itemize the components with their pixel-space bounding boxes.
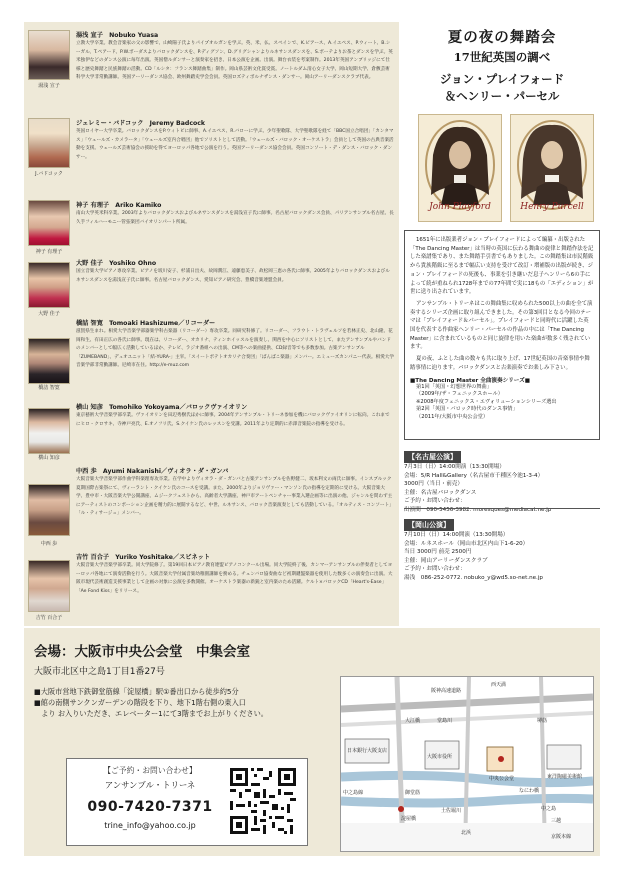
profile-ohno xyxy=(24,256,399,317)
access-line-1: ■大阪市営地下鉄御堂筋線「淀屋橋」駅①番出口から徒歩約5分 xyxy=(34,687,239,696)
profile-caption: 湯浅 宣子 xyxy=(38,83,60,89)
map-label: 阪神高速道路 xyxy=(431,688,462,694)
nagoya-performance xyxy=(404,444,600,515)
concert-subtitle: 17世紀英国の調べ xyxy=(453,50,551,64)
purcell-portrait xyxy=(510,114,594,222)
series-item-1-note: ※2008年度フェニックス・エヴォリューションシリーズ選出 xyxy=(416,398,557,405)
composer-portraits xyxy=(418,114,594,220)
composer-names-1: ジョン・プレイフォード xyxy=(439,72,565,86)
nagoya-heading: 【名古屋公演】 xyxy=(404,451,461,463)
contact-box xyxy=(66,758,308,846)
nagoya-ticket-label: ご予約・お問い合わせ： xyxy=(404,498,466,505)
nagoya-organizer: 主催：名古屋バロックダンス xyxy=(404,489,477,496)
composer-names-2: ＆ヘンリー・パーセル xyxy=(444,89,560,103)
series-item-2: 第2回「英国・バロック時代のダンス事情」 xyxy=(416,406,518,413)
contact-org: アンサンブル・トリーネ xyxy=(104,780,196,790)
kamiko-photo xyxy=(28,200,70,246)
profile-bio: 国立音楽大学ピアノ専攻卒業。ピアノを坂川安子、杉浦日出夫、故岡潤江、遠藤恵美子、故松岡三恵の各氏に師事。2005年よりバロックダンスおよびルネサンスダンスを湯浅宣子氏に師事。名古屋バロックダンス、愛知ピアノ研究会、豊橋音楽連盟会員。 xyxy=(76,269,390,283)
profile-caption: 神子 有理子 xyxy=(35,249,63,255)
map-graphic xyxy=(341,677,593,851)
venue-divider xyxy=(404,508,600,509)
profile-name: 大野 佳子 Yoshiko Ohno xyxy=(76,260,157,267)
okayama-price: 当日 3000円 前売 2500円 xyxy=(404,549,472,556)
profile-caption: 橋詰 智寛 xyxy=(38,385,60,391)
map-label: 土佐堀川 xyxy=(441,808,462,814)
purcell-label: Henry Purcell xyxy=(520,202,584,212)
profile-bio: 南山大学英米科卒業。2003年よりバロックダンスおよびルネサンスダンスを湯浅宣子氏に師事。名古屋バロックダンス会員、パリアンサンブル名古屋、長久手フィルハーモニー管弦楽団バイオリンパート所属。 xyxy=(76,211,394,225)
map-label: 北浜 xyxy=(461,830,472,836)
map-label: 中之島線 xyxy=(343,790,364,796)
okayama-ticket-label: ご予約・お問い合わせ： xyxy=(404,566,466,573)
profile-name: 横山 知彦 Tomohiko Yokoyama／バロックヴァイオリン xyxy=(76,404,248,411)
series-item-2-venue: （2011年/大阪市中央公会堂） xyxy=(416,413,489,420)
profile-bio: 滋賀県生まれ。相愛大学音楽学部器楽学科古楽器（リコーダー）専攻卒業。同研究科修了。リコーダー、フラウト・トラヴェルソを若林正史、北山隆、花岡和生、有田正広の各氏に師事。現在は、リコーダー、オカリナ、ティンホイッスルを演奏し、関西を中心にソリストとして、またアンサンブルやバンドのメンバーとして幅広く活動しているほか、テレビ、ラジオ番組への出演、CM等への楽曲提供、CD録音等でも多数参加。古楽アンサンブル「ZUMEBAND」、デュオユニット「結-YURA-」主宰。「スイートポテトオカリナ合奏団」「ばんばこ楽器」メンバー。エミューズカンパニー代表。相愛大学音楽学部非常勤講師。尼崎市在住。http://e-muz.com xyxy=(76,329,394,368)
okayama-venue: 会場：ルネスホール（岡山市北区内山下1-6-20） xyxy=(404,540,529,547)
profile-bio: 大阪音楽大学音楽学部卒業。同大学院修了。第19回日本ピアノ教育連盟ピアノコンクール出場。同大学院終了後、カンマーアンサンブルの伴奏者としてヨーロッパ各地にて演奏活動を行う。大阪音楽大学付属音楽幼稚園講師を務める。チェンバロ協奏曲など初期鍵盤楽器を使用した数多くの演奏会に出演。大阪市現代芸術創造支援事業として企画の対象に公演を多数開催。オーケストラ楽器の新鋭と室内楽のため活躍。ケルト×バロックCD「Heart's-Ease」「Ae Fond Kiss」をリリース。 xyxy=(76,563,393,594)
profile-bio: 大阪音楽大学音楽学部作曲学科楽理専攻卒業。在学中よりヴィオラ・ダ・ガンバと古楽アンサンブルを佐野健二、坂本利文の両氏に師事。インスブルック夏期国際古楽祭にて、ヴィーラント・クイケン氏のコースを受講。また、2000年よりジョリヴァー・マンソン氏の指導を定期的に受ける。大阪音楽大学、豊中市・大阪音楽大学公開講座、ムジークフェストから、高齢者大学講座、神戸市アートペンチャー事業入選企画等に出演の他、ジャンルを問わず主にアーティストのコンポーション企画を精力的に展開するなど、中世、ルネサンス、バロック音楽演奏としても活動している。「オルティス・コンソート」「ル・ティサージュ」メンバー。 xyxy=(76,477,394,516)
nakanishi-photo xyxy=(28,484,70,536)
map-label: 堂島川 xyxy=(437,718,453,724)
map-label: 大江橋 xyxy=(405,718,421,724)
contact-phone[interactable]: 090-7420-7371 xyxy=(87,799,213,815)
okayama-date: 7月10日（日）14:00開演（13:30開場） xyxy=(404,532,509,538)
okayama-heading: 【岡山公演】 xyxy=(404,519,454,531)
access-line-2: ■館の南側サンクンガーデンの階段を下り、地下1階右側の東入口 xyxy=(34,698,246,707)
hall-address: 大阪市北区中之島1丁目1番27号 xyxy=(34,667,165,677)
profile-badcock xyxy=(24,116,399,194)
venue-footer xyxy=(24,628,600,856)
map-label: なにわ橋 xyxy=(519,788,540,794)
venue-map[interactable] xyxy=(340,676,594,852)
profile-bio: 英国ロイヤー大学卒業。バロックダンスをP.ウィトビに師事、A.イエペス、R.バローに学ぶ。少年聖歌隊、大学聖歌隊を経て「BBC国立合唱団」「カンタマス」「ウェールズ・カメラータ」「ウェールズ室内合唱団」他でソリストとして活動。「ウェールズ・バロック・オーケストラ」会員として英国の古典音楽活動を支援。ウェールズ芸術協会の援助を得てヨーロッパ各地で公演を行う。英国アーリーダンス協会会員。英国コンソート・デ・ダンス・バロック・ダンサー。 xyxy=(76,129,394,160)
okayama-performance xyxy=(404,512,600,583)
contact-email[interactable]: trine_info@yahoo.co.jp xyxy=(104,821,196,830)
profile-kamiko xyxy=(24,198,399,255)
contact-info xyxy=(75,765,225,830)
map-label: 淀屋橋 xyxy=(401,816,417,822)
profile-name: 橋詰 智寛 Tomoaki Hashizume／リコーダー xyxy=(76,320,216,327)
profile-hashizume xyxy=(24,316,399,396)
profile-nakanishi xyxy=(24,464,399,548)
yuasa-photo xyxy=(28,30,70,80)
map-label: 日本銀行大阪支店 xyxy=(347,748,388,754)
profile-name: 中西 歩 Ayumi Nakanishi／ヴィオラ・ダ・ガンバ xyxy=(76,468,229,475)
qr-code-graphic xyxy=(227,765,299,837)
map-label: 堺筋 xyxy=(537,718,548,724)
playford-portrait xyxy=(418,114,502,222)
series-item-1: 第1回「英国・幻想世界の舞曲」 xyxy=(416,383,492,390)
contact-label: 【ご予約・お問い合わせ】 xyxy=(103,766,197,775)
map-label: 京阪本線 xyxy=(551,834,572,840)
profile-name: ジェレミー・バドコック Jeremy Badcock xyxy=(76,120,206,127)
description-paragraph-3: 夏の夜、ふとした曲の数々も共に取り上げ、17世紀英国の音楽事情や舞踏事情に迫ります。バロックダンスと古楽演奏でお楽しみ下さい。 xyxy=(410,356,590,371)
access-line-3: より お入りいただき、エレベーター1にて3階までお上がりください。 xyxy=(34,709,268,718)
nagoya-venue: 会場：5/R Hall&Gallery（名古屋市千種区今池1-3-4） xyxy=(404,472,544,479)
concert-title-block xyxy=(404,22,600,122)
okayama-organizer: 主催：岡山アーリーダンスクラブ xyxy=(404,557,488,564)
hall-name: 会場：大阪市中央公会堂 中集会室 xyxy=(34,644,250,660)
map-label: 中之島 xyxy=(541,806,557,812)
series-title: ■The Dancing Master 全曲演奏シリーズ■ xyxy=(410,377,530,384)
map-label: 大阪市役所 xyxy=(427,754,453,760)
series-item-1-venue: （2009年/ザ・フェニックスホール） xyxy=(416,391,503,398)
profile-yokoyama xyxy=(24,400,399,461)
profile-caption: 吉竹 百合子 xyxy=(35,615,63,621)
nagoya-contact: 出演間 090-5456-3982. moresques@mediacat.ne.jp xyxy=(404,506,552,513)
profile-name: 吉竹 百合子 Yuriko Yoshitake／スピネット xyxy=(76,554,211,561)
ohno-photo xyxy=(28,262,70,308)
profile-yuasa xyxy=(24,28,399,112)
access-directions xyxy=(34,686,314,719)
concert-title: 夏の夜の舞踏会 xyxy=(447,29,557,46)
profile-caption: J.バドコック xyxy=(35,171,63,177)
profile-caption: 中西 歩 xyxy=(40,541,58,547)
profile-bio: 立教大学卒業。教会音楽家の父の影響で、山崎陽子氏よりパイプオルガンを学ぶ。英、米、仏、スペインで、K.ピアース、A.イエペス、P.ウィート、B.シーガル、T.ペアード、P.W.ポーダスよりバロックダンスを、P.ディグソン、D.グリグシャンよりルネサンスダンスを、S.ボーテよりお茶とダンスを学ぶ。英米独伊などのダンス公演に毎年出演。英国僧ルダンサーと演奏家を招き、日本公演を企画。出演。舞台衣装を考案制作。2013年英国アンブリッジにて仕様と歴史舞踏と民族舞踏の活動。CD「ルシタ：フランス舞踏曲集」制作。岡山県芸術文化賞受賞。ノートルダム清心女子大学、岡山短期大学、倉敷芸術科学大学非常勤講師。英国アーリーダンス協会、欧州舞踏史学会会員。英国ロズティボルナザンス・ダンサー。岡山アーリーダンスクラブ代表。 xyxy=(76,41,393,80)
badcock-photo xyxy=(28,118,70,168)
nagoya-date: 7月3日（日）14:00開演（13:30開場） xyxy=(404,464,505,470)
map-label: 東洋陶磁美術館 xyxy=(547,774,583,780)
performer-profiles xyxy=(24,22,399,626)
profile-name: 湯浅 宣子 Nobuko Yuasa xyxy=(76,32,159,39)
map-label: 西天満 xyxy=(491,682,507,688)
description-paragraph-2: アンサンブル・トリーネはこの舞曲集に収められた500以上の曲を全て演奏するシリーズ企画に取り組んできました。その第3回目となる今回のテーマは「プレイフォード＆パーセル」。プレイフォードと同時代に活躍した英国を代表する作曲家ヘンリー・パーセルの作品の中には「The Dancing Master」に含まれているものと同じ旋律を用いた楽曲が数多く残されています。 xyxy=(410,300,593,351)
map-label: 中央公会堂 xyxy=(489,776,515,782)
hashizume-photo xyxy=(28,338,70,384)
profile-name: 神子 有理子 Ariko Kamiko xyxy=(76,202,162,209)
okayama-contact: 湯浅 086-252-0772. nobuko_y@wd5.so-net.ne.jp xyxy=(404,574,543,581)
profile-caption: 大野 佳子 xyxy=(38,311,60,317)
profile-bio: 東京藝術大学音楽学部卒業。ヴァイオリンを田辺秀樹氏ほかに師事。2004年アンサンブル・トリーネ参加を機にバロックヴァイオリンに転向。これまでにヒロ・クロサキ、寺神戸亮氏、E.オノフリ氏、S.クイケン氏のレッスンを受講。2011年より定期的に赤澤音楽院の指導を受ける。 xyxy=(76,413,390,427)
playford-label: John Playford xyxy=(429,202,491,212)
qr-code-icon[interactable] xyxy=(227,765,299,837)
nagoya-price: 3000円（当日・前売） xyxy=(404,481,463,488)
yokoyama-photo xyxy=(28,408,70,454)
map-label: 三越 xyxy=(551,818,562,824)
map-label: 御堂筋 xyxy=(405,790,421,796)
concert-description xyxy=(404,230,600,440)
profile-yoshitake xyxy=(24,550,399,624)
yoshitake-photo xyxy=(28,560,70,612)
description-paragraph-1: 1651年に出版業者ジョン・プレイフォードによって編纂・出版された「The Dancing Master」は当時の英国に伝わる舞曲の旋律と舞踏作法を記した楽譜集であり、また舞踏手引書でもありました。この舞踏集は市民階級から貴族階級に至るまで幅広い支持を受けて改訂・増補版の出版が続き、ジョン・プレイフォードの死後も、事業を引き継いだ息子ヘンリーら6の手によって続が重ねられ1728年までの77年間で実に18もの「エディション」が世に送り出されています。 xyxy=(410,237,594,296)
profile-caption: 横山 知彦 xyxy=(38,455,60,461)
